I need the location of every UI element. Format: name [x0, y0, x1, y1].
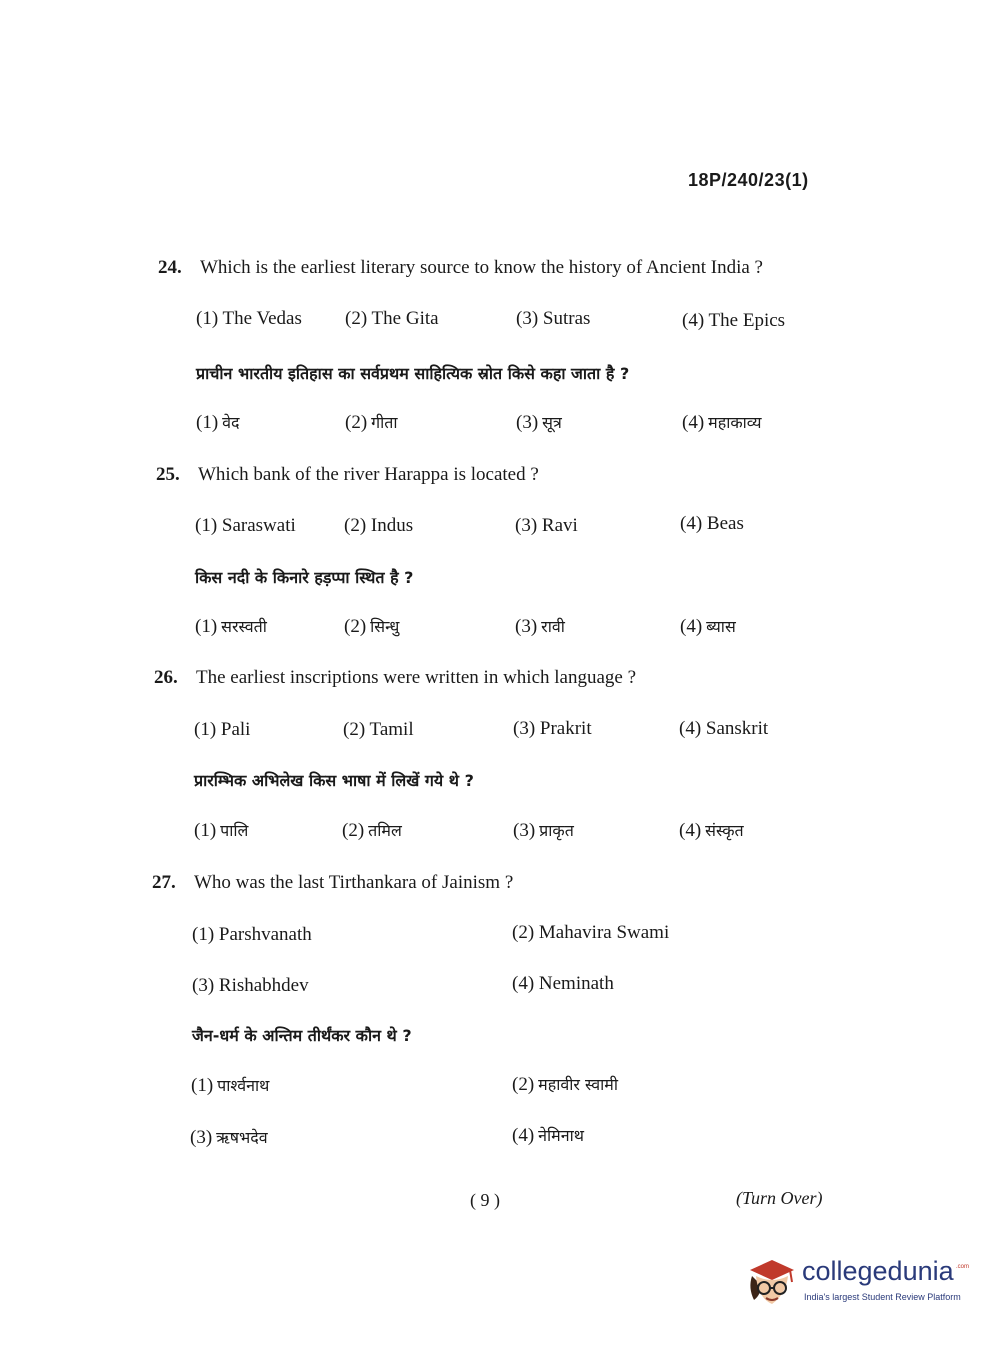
collegedunia-logo — [742, 1254, 972, 1314]
q24-hindi-option-2: (2) गीता — [345, 412, 398, 433]
q24-option-2: (2) The Gita — [345, 308, 439, 329]
q27-option-2: (2) Mahavira Swami — [512, 922, 670, 943]
paper-code: 18P/240/23(1) — [688, 170, 809, 190]
logo-name: collegedunia — [802, 1256, 954, 1286]
question-26-text: The earliest inscriptions were written in which language ? — [196, 667, 637, 688]
q24-hindi-option-1: (1) वेद — [196, 412, 240, 433]
logo-tagline: India's largest Student Review Platform — [804, 1292, 961, 1302]
q25-option-3: (3) Ravi — [515, 515, 578, 536]
question-27-number: 27. — [152, 872, 176, 893]
q26-hindi-option-1: (1) पालि — [194, 820, 249, 841]
q24-option-1: (1) The Vedas — [196, 308, 302, 329]
q26-option-3: (3) Prakrit — [513, 718, 592, 739]
q25-option-2: (2) Indus — [344, 515, 414, 536]
q25-option-4: (4) Beas — [680, 513, 744, 534]
mascot-icon — [742, 1254, 800, 1312]
q25-hindi-option-3: (3) रावी — [515, 616, 565, 637]
q26-hindi-option-2: (2) तमिल — [342, 820, 402, 841]
q25-hindi-option-1: (1) सरस्वती — [195, 616, 267, 637]
q27-option-1: (1) Parshvanath — [192, 924, 312, 945]
question-27-text: Who was the last Tirthankara of Jainism ? — [194, 872, 514, 893]
turn-over-note: (Turn Over) — [736, 1188, 823, 1208]
q26-hindi-option-4: (4) संस्कृत — [679, 820, 744, 841]
question-24-text: Which is the earliest literary source to know the history of Ancient India ? — [200, 257, 763, 278]
q24-hindi-option-3: (3) सूत्र — [516, 412, 562, 433]
q27-hindi-option-4: (4) नेमिनाथ — [512, 1125, 584, 1146]
q25-hindi-option-4: (4) ब्यास — [680, 616, 736, 637]
q27-option-4: (4) Neminath — [512, 973, 614, 994]
page-number: ( 9 ) — [470, 1190, 500, 1210]
q27-option-3: (3) Rishabhdev — [192, 975, 309, 996]
q24-hindi-text: प्राचीन भारतीय इतिहास का सर्वप्रथम साहित्यिक स्रोत किसे कहा जाता है ? — [196, 364, 630, 383]
q27-hindi-option-1: (1) पार्श्वनाथ — [191, 1075, 270, 1096]
question-25-number: 25. — [156, 464, 180, 485]
q26-hindi-text: प्रारम्भिक अभिलेख किस भाषा में लिखें गये थे ? — [194, 771, 474, 790]
question-25-text: Which bank of the river Harappa is located ? — [198, 464, 539, 485]
q26-option-1: (1) Pali — [194, 719, 251, 740]
q24-hindi-option-4: (4) महाकाव्य — [682, 412, 762, 433]
q25-option-1: (1) Saraswati — [195, 515, 296, 536]
q26-option-2: (2) Tamil — [343, 719, 414, 740]
question-26-number: 26. — [154, 667, 178, 688]
q27-hindi-option-3: (3) ऋषभदेव — [190, 1127, 268, 1148]
q24-option-3: (3) Sutras — [516, 308, 591, 329]
q25-hindi-option-2: (2) सिन्धु — [344, 616, 400, 637]
logo-domain: .com — [956, 1264, 970, 1270]
question-24-number: 24. — [158, 257, 182, 278]
q27-hindi-text: जैन-धर्म के अन्तिम तीर्थंकर कौन थे ? — [192, 1026, 412, 1045]
q27-hindi-option-2: (2) महावीर स्वामी — [512, 1074, 619, 1095]
q26-hindi-option-3: (3) प्राकृत — [513, 820, 574, 841]
q25-hindi-text: किस नदी के किनारे हड़प्पा स्थित है ? — [195, 568, 414, 587]
q24-option-4: (4) The Epics — [682, 310, 786, 331]
q26-option-4: (4) Sanskrit — [679, 718, 769, 739]
